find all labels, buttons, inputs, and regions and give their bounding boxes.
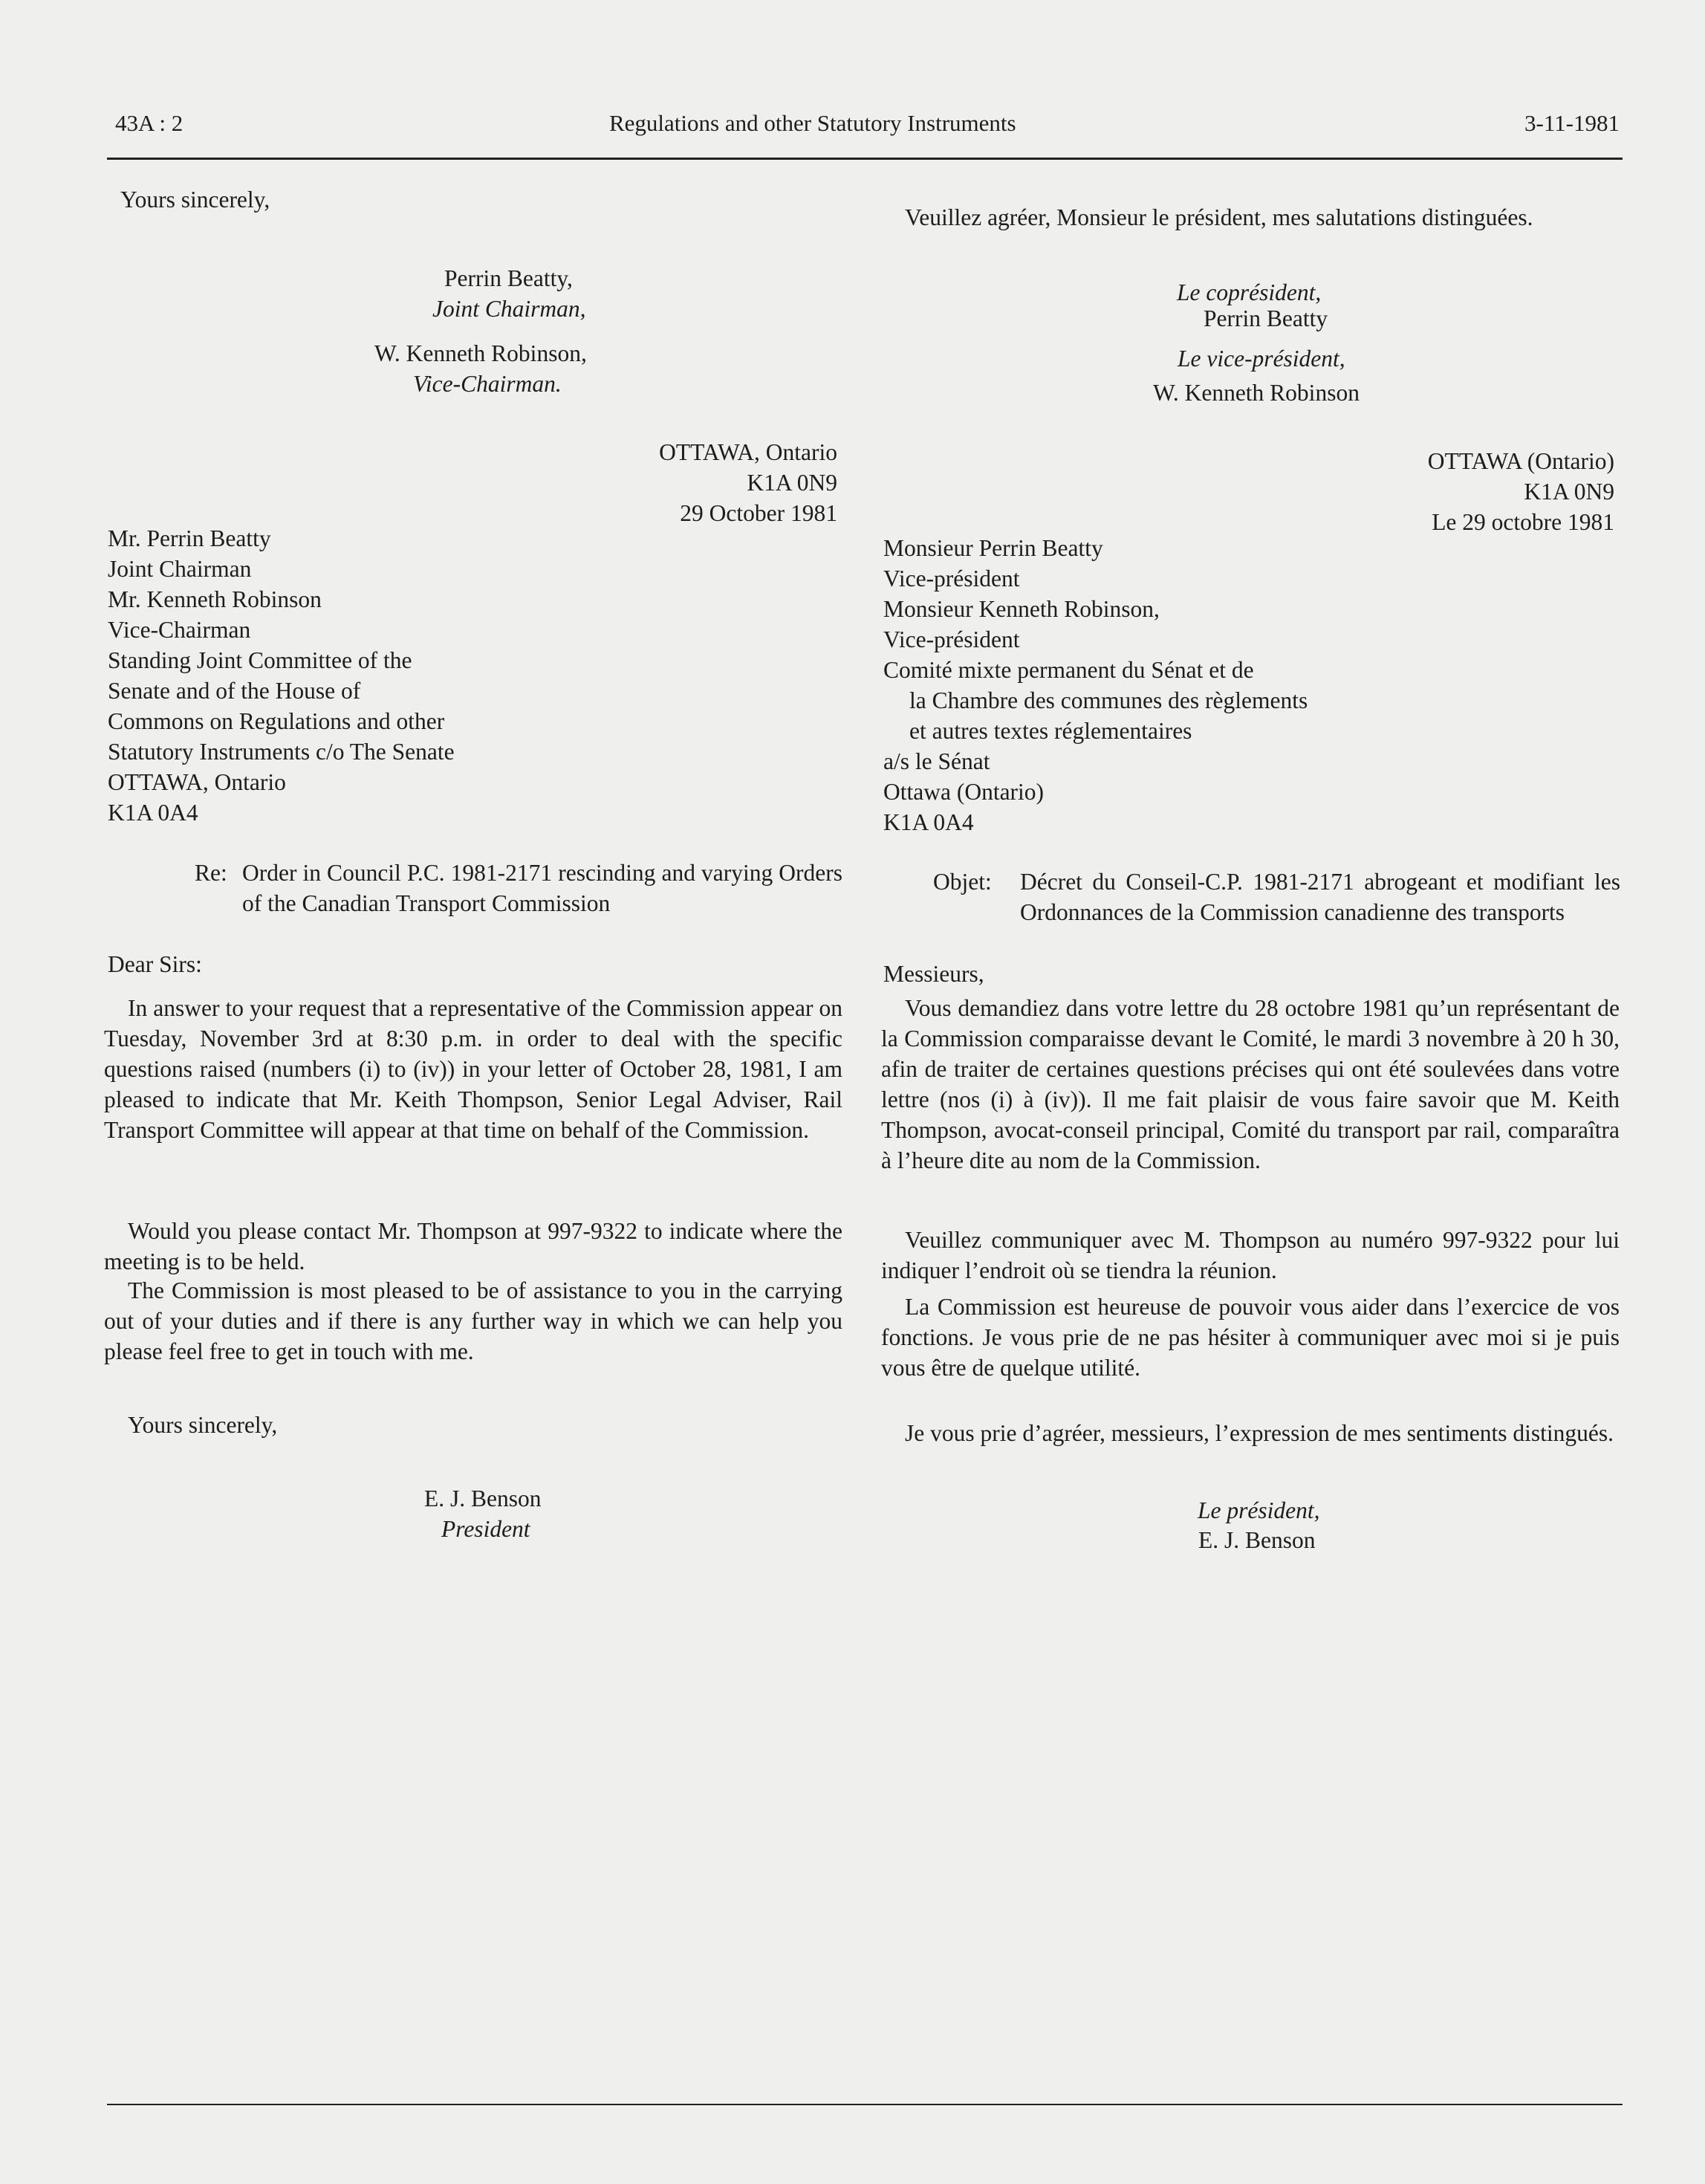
address-line: Mr. Perrin Beatty — [108, 525, 271, 551]
paragraph-en-1: In answer to your request that a representative of the Commission appear on Tuesday, November 3rd at 8:30 p.m. in order to deal with the specific questions raised (numbers (i) to (iv)) in your letter of October 28, 1981, I am pleased to indicate that Mr. Keith Thompson, Senior Legal Adviser, Rail Transport Committee will appear at that time on behalf of the Commission. — [104, 995, 842, 1143]
address-line: Mr. Kenneth Robinson — [108, 586, 322, 612]
page-number: 43A : 2 — [115, 110, 184, 136]
signature-name-en-1: Perrin Beatty, — [444, 265, 573, 291]
signature-title-en-1: Joint Chairman, — [432, 296, 586, 322]
address-line: Monsieur Perrin Beatty — [883, 535, 1103, 561]
paragraph-fr-3: La Commission est heureuse de pouvoir vous aider dans l’exercice de vos fonctions. Je vous prie de ne pas hésiter à communiquer avec moi si je puis vous être de quelque utilité. — [881, 1294, 1620, 1381]
place-fr-1: OTTAWA (Ontario) — [1427, 448, 1614, 474]
address-line: K1A 0A4 — [883, 809, 974, 835]
signature-name-en-2: W. Kenneth Robinson, — [374, 340, 587, 366]
address-line: Ottawa (Ontario) — [883, 779, 1045, 805]
objet-subject: Décret du Conseil-C.P. 1981-2171 abrogeant et modifiant les Ordonnances de la Commission canadienne des transports — [1020, 869, 1620, 925]
closing-en-1: Yours sincerely, — [120, 187, 270, 213]
address-line: Joint Chairman — [108, 556, 252, 582]
signature-name-fr-2: W. Kenneth Robinson — [1153, 380, 1360, 406]
objet-label: Objet: — [933, 869, 992, 895]
address-line: OTTAWA, Ontario — [108, 769, 286, 795]
closing-fr-1: Veuillez agréer, Monsieur le président, mes salutations distinguées. — [905, 204, 1533, 230]
address-line: Comité mixte permanent du Sénat et de — [883, 657, 1254, 683]
salutation-fr: Messieurs, — [883, 961, 984, 987]
address-line: Vice-Chairman — [108, 617, 251, 643]
address-line: Statutory Instruments c/o The Senate — [108, 739, 455, 765]
address-line: K1A 0A4 — [108, 800, 198, 826]
place-fr-2: K1A 0N9 — [1524, 479, 1614, 505]
signature-title-fr-2: Le vice-président, — [1178, 346, 1345, 372]
signature-name-fr-3: E. J. Benson — [1198, 1527, 1316, 1553]
header-rule — [107, 158, 1623, 160]
signature-name-en-3: E. J. Benson — [424, 1485, 542, 1511]
address-line: Vice-président — [883, 566, 1020, 592]
closing-en-2: Yours sincerely, — [128, 1412, 278, 1438]
re-subject: Order in Council P.C. 1981-2171 rescinding and varying Orders of the Canadian Transport Commission — [242, 860, 842, 916]
place-en-2: K1A 0N9 — [747, 470, 837, 496]
paragraph-en-3: The Commission is most pleased to be of assistance to you in the carrying out of your duties and if there is any further way in which we can help you please feel free to get in touch with me. — [104, 1277, 842, 1364]
place-en-3: 29 October 1981 — [680, 500, 837, 526]
paragraph-fr-4: Je vous prie d’agréer, messieurs, l’expression de mes sentiments distingués. — [905, 1420, 1614, 1446]
bleed-through-left — [624, 320, 630, 349]
signature-title-fr-3: Le président, — [1198, 1497, 1320, 1523]
signature-title-en-3: President — [441, 1516, 530, 1542]
address-line: a/s le Sénat — [883, 748, 990, 774]
address-line: et autres textes réglementaires — [909, 718, 1192, 744]
place-en-1: OTTAWA, Ontario — [659, 439, 837, 465]
address-line: Standing Joint Committee of the — [108, 647, 412, 673]
paragraph-fr-1: Vous demandiez dans votre lettre du 28 octobre 1981 qu’un représentant de la Commission comparaisse devant le Comité, le mardi 3 novembre à 20 h 30, afin de traiter de certaines questions précises qui ont été soulevées dans votre lettre (nos (i) à (iv)). Il me fait plaisir de vous faire savoir que M. Keith Thompson, avocat-conseil principal, Comité du transport par rail, comparaîtra à l’heure dite au nom de la Commission. — [881, 995, 1620, 1173]
paragraph-en-2: Would you please contact Mr. Thompson at 997-9322 to indicate where the meeting is to be held. — [104, 1218, 842, 1274]
address-line: la Chambre des communes des règlements — [909, 687, 1308, 713]
address-line: Commons on Regulations and other — [108, 708, 445, 734]
signature-name-fr-1: Perrin Beatty — [1204, 305, 1328, 331]
signature-title-fr-1: Le coprésident, — [1177, 279, 1322, 305]
re-label: Re: — [195, 860, 227, 886]
address-line: Monsieur Kenneth Robinson, — [883, 596, 1160, 622]
paragraph-fr-2: Veuillez communiquer avec M. Thompson au numéro 997-9322 pour lui indiquer l’endroit où se tiendra la réunion. — [881, 1227, 1620, 1283]
salutation-en: Dear Sirs: — [108, 951, 202, 977]
signature-title-en-2: Vice-Chairman. — [413, 371, 562, 397]
header-date: 3-11-1981 — [1524, 110, 1620, 136]
running-title: Regulations and other Statutory Instruments — [609, 110, 1016, 136]
address-line: Vice-président — [883, 626, 1020, 652]
footer-rule — [107, 2104, 1623, 2105]
place-fr-3: Le 29 octobre 1981 — [1432, 509, 1614, 535]
address-line: Senate and of the House of — [108, 678, 361, 704]
